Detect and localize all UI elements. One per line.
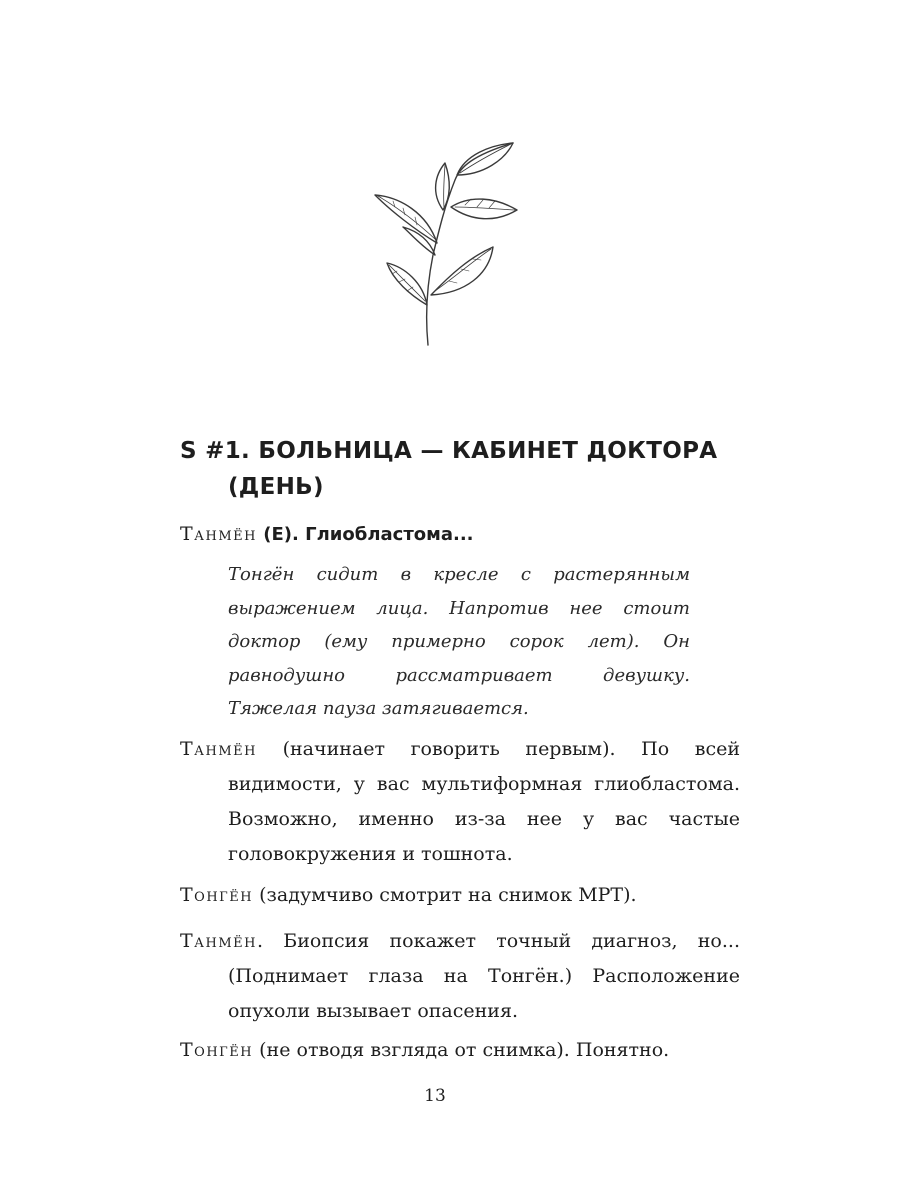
dialogue-text: (начинает говорить первым). По всей видимости, у вас мультиформная глиобластома. Возможно, именно из-за нее у вас частые головокружения и тошнота.	[228, 738, 740, 865]
dialogue-text: (Е). Глиобластома...	[257, 524, 474, 545]
dialogue-line	[180, 924, 740, 1029]
dialogue-text: (не отводя взгляда от снимка). Понятно.	[253, 1039, 670, 1061]
speaker-name: Тонгён	[180, 1039, 254, 1061]
dialogue-line	[180, 732, 740, 872]
dialogue-line	[180, 878, 740, 913]
stage-direction: Тонгён сидит в кресле с растерянным выражением лица. Напротив нее стоит доктор (ему примерно сорок лет). Он равнодушно рассматривает девушку. Тяжелая пауза затягивается.	[228, 564, 690, 719]
speaker-name: Танмён	[180, 523, 257, 545]
page-number: 13	[424, 1086, 446, 1106]
speaker-name: Танмён	[180, 738, 257, 760]
speaker-name: Танмён	[180, 930, 257, 952]
dialogue-text: (задумчиво смотрит на снимок МРТ).	[253, 884, 637, 906]
dialogue-text: . Биопсия покажет точный диагноз, но... (Поднимает глаза на Тонгён.) Расположение опухоли вызывает опасения.	[228, 930, 740, 1022]
leaf-sprig-icon	[365, 135, 530, 350]
speaker-name: Тонгён	[180, 884, 254, 906]
dialogue-line	[180, 1033, 740, 1068]
dialogue-line	[180, 517, 740, 552]
scene-heading: S #1. БОЛЬНИЦА — КАБИНЕТ ДОКТОРА (ДЕНЬ)	[180, 438, 718, 500]
